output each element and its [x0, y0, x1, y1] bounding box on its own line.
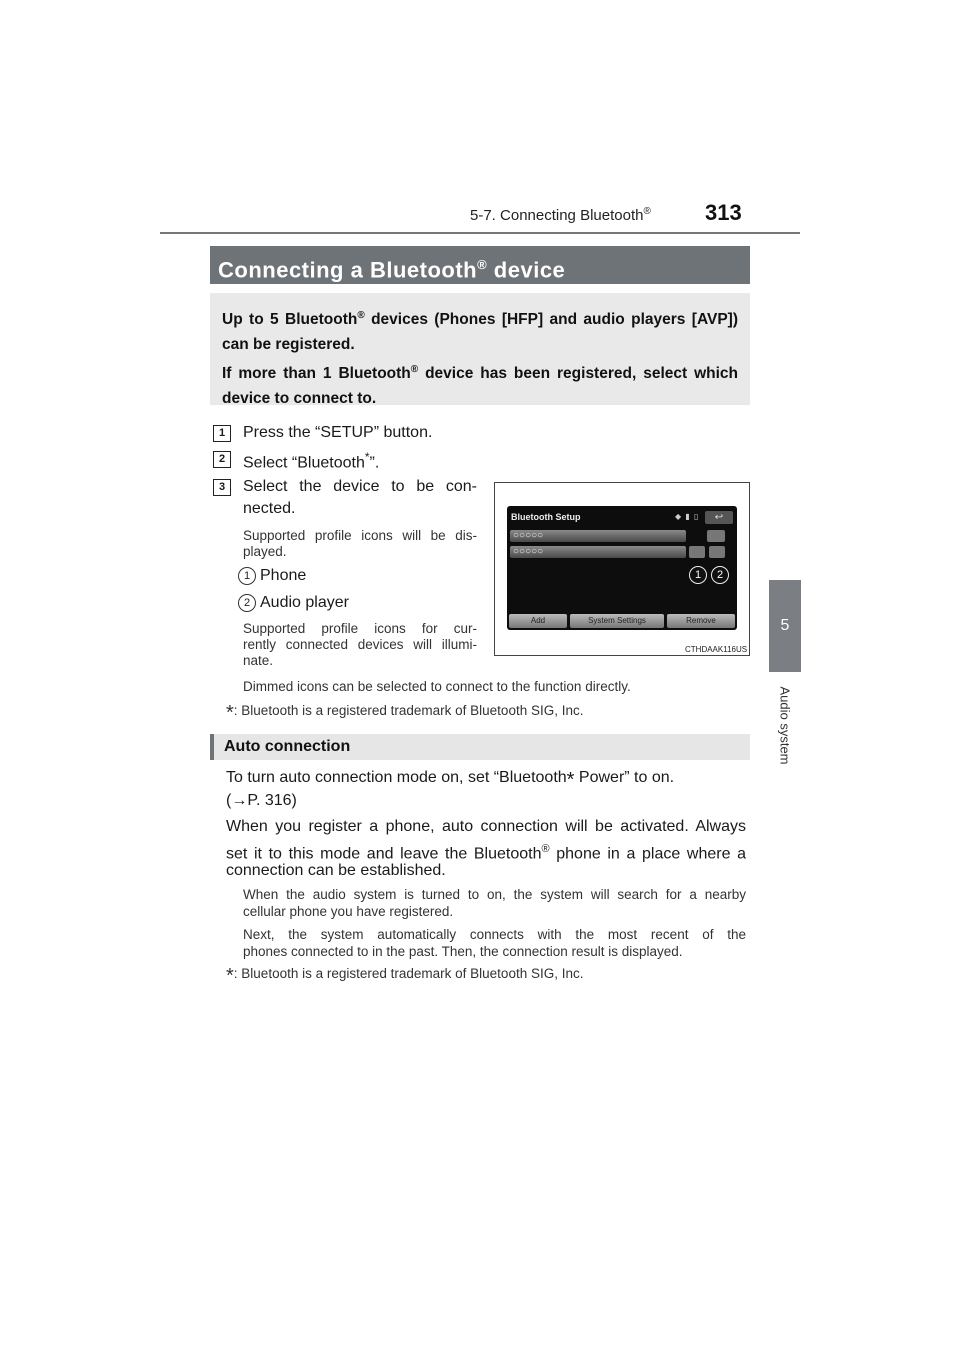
- illum-note-line1: Supported profile icons for cur-: [243, 621, 477, 636]
- auto-connection-p2-line3: connection can be established.: [226, 862, 446, 879]
- callout-label-phone: Phone: [260, 567, 307, 584]
- phone-profile-icon: [689, 546, 705, 558]
- audio-profile-icon: [709, 546, 725, 558]
- status-icons: ◆ ▮ ▯: [675, 512, 700, 521]
- footnote-2: *: Bluetooth is a registered trademark of Bluetooth SIG, Inc.: [226, 965, 584, 987]
- section-heading: 5-7. Connecting Bluetooth®: [470, 206, 651, 224]
- step-1-text: Press the “SETUP” button.: [243, 424, 433, 441]
- remove-button: Remove: [667, 614, 735, 628]
- screen-title: Bluetooth Setup: [511, 512, 581, 522]
- device-row-1: ○○○○○: [510, 530, 686, 542]
- step-3-text-line1: Select the device to be con-: [243, 478, 477, 495]
- dimmed-note: Dimmed icons can be selected to connect to the function directly.: [243, 679, 631, 694]
- callout-label-audio-player: Audio player: [260, 594, 349, 611]
- auto-connection-p2-line2: set it to this mode and leave the Bluetooth® phone in a place where a: [226, 843, 746, 863]
- footnote-1: *: Bluetooth is a registered trademark of Bluetooth SIG, Inc.: [226, 702, 584, 724]
- page-reference-link[interactable]: (→P. 316): [226, 792, 297, 809]
- auto-connection-heading: Auto connection: [210, 734, 750, 760]
- step-3-text-line2: nected.: [243, 500, 296, 517]
- step-badge-2: 2: [213, 451, 231, 468]
- illum-note-line3: nate.: [243, 653, 274, 668]
- marker-2: 2: [711, 566, 729, 584]
- back-icon: ↩: [705, 511, 733, 524]
- callout-number-2: 2: [238, 594, 256, 612]
- illum-note-line2: rently connected devices will illumi-: [243, 637, 477, 652]
- header-rule: [160, 232, 800, 234]
- device-row-2: ○○○○○: [510, 546, 686, 558]
- device-row-1-icon: [707, 530, 725, 542]
- intro-paragraph-1: Up to 5 Bluetooth® devices (Phones [HFP] and audio players [AVP]) can be registered.: [222, 310, 738, 354]
- callout-number-1: 1: [238, 567, 256, 585]
- figure-code: CTHDAAK116US: [685, 645, 748, 654]
- chapter-label: Audio system: [777, 686, 793, 765]
- step-badge-1: 1: [213, 425, 231, 442]
- page-title: Connecting a Bluetooth® device: [210, 246, 750, 284]
- step-2-text: Select “Bluetooth*”.: [243, 450, 380, 472]
- intro-box: [210, 293, 750, 408]
- auto-connection-p2-line1: When you register a phone, auto connection will be activated. Always: [226, 818, 746, 835]
- page-number: 313: [705, 200, 742, 225]
- step-badge-3: 3: [213, 479, 231, 496]
- auto-connection-p1-line1: To turn auto connection mode on, set “Bluetooth* Power” to on.: [226, 769, 675, 791]
- setup-screen-image: [507, 506, 737, 630]
- chapter-tab[interactable]: 5: [769, 580, 801, 672]
- add-button: Add: [509, 614, 567, 628]
- intro-paragraph-2: If more than 1 Bluetooth® device has been registered, select which device to connect to.: [222, 364, 739, 408]
- note-1-line2: cellular phone you have registered.: [243, 904, 454, 919]
- note-2-line2: phones connected to in the past. Then, the connection result is displayed.: [243, 944, 683, 959]
- note-2-line1: Next, the system automatically connects with the most recent of the: [243, 927, 746, 942]
- profile-note-line1: Supported profile icons will be dis-: [243, 528, 477, 543]
- profile-note-line2: played.: [243, 544, 287, 559]
- system-settings-button: System Settings: [570, 614, 664, 628]
- note-1-line1: When the audio system is turned to on, the system will search for a nearby: [243, 887, 746, 902]
- marker-1: 1: [689, 566, 707, 584]
